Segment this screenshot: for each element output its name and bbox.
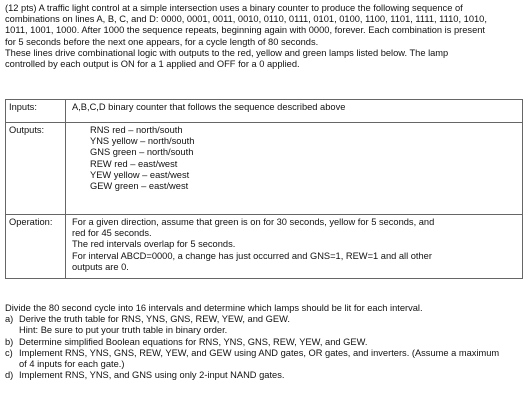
task-list	[5, 303, 527, 381]
task-heading: Divide the 80 second cycle into 16 intervals and determine which lamps should be lit for each interval.	[5, 303, 423, 313]
specification-table	[5, 99, 523, 279]
task-text	[19, 314, 290, 336]
outputs-list	[66, 123, 523, 215]
task-line: Implement RNS, YNS, and GNS using only 2-input NAND gates.	[19, 370, 285, 381]
operation-line: The red intervals overlap for 5 seconds.	[72, 239, 236, 250]
operation-label: Operation:	[6, 215, 66, 279]
output-item: GNS green – north/south	[90, 147, 194, 158]
task-text	[19, 370, 284, 381]
operation-row	[6, 215, 523, 279]
outputs-row	[6, 123, 523, 215]
operation-line: For a given direction, assume that green is on for 30 seconds, yellow for 5 seconds, and	[72, 217, 435, 227]
task-text	[19, 348, 499, 370]
output-item: YNS yellow – north/south	[90, 136, 195, 147]
task-item	[5, 314, 527, 336]
operation-description	[66, 215, 523, 279]
outputs-label: Outputs:	[6, 123, 66, 215]
output-item: REW red – east/west	[90, 158, 178, 169]
task-letter: d)	[5, 370, 14, 381]
task-letter: b)	[5, 336, 14, 347]
task-item	[5, 348, 527, 370]
problem-page	[5, 3, 527, 381]
task-text	[19, 337, 367, 348]
intro-line: These lines drive combinational logic with outputs to the red, yellow and green lamps listed below. The lamp	[5, 47, 449, 58]
task-line: Determine simplified Boolean equations for RNS, YNS, GNS, REW, YEW, and GEW.	[19, 336, 368, 347]
task-letter: a)	[5, 314, 14, 325]
intro-line: controlled by each output is ON for a 1 applied and OFF for a 0 applied.	[5, 59, 300, 70]
inputs-description: A,B,C,D binary counter that follows the sequence described above	[66, 100, 523, 123]
task-line: Hint: Be sure to put your truth table in binary order.	[19, 325, 228, 336]
problem-description	[5, 3, 527, 70]
task-line: Implement RNS, YNS, GNS, REW, YEW, and GEW using AND gates, OR gates, and inverters. (Assume a maximum	[19, 347, 500, 358]
task-letter: c)	[5, 347, 13, 358]
operation-line: For interval ABCD=0000, a change has just occurred and GNS=1, REW=1 and all other	[72, 250, 432, 261]
task-line: Derive the truth table for RNS, YNS, GNS, REW, YEW, and GEW.	[19, 314, 290, 325]
operation-line: outputs are 0.	[72, 261, 129, 272]
output-item: RNS red – north/south	[90, 125, 183, 135]
intro-line: for 5 seconds before the next one appears, for a cycle length of 80 seconds.	[5, 36, 319, 47]
output-item: YEW yellow – east/west	[90, 169, 190, 180]
operation-line: red for 45 seconds.	[72, 228, 152, 239]
task-item	[5, 370, 527, 381]
inputs-row	[6, 100, 523, 123]
task-line: of 4 inputs for each gate.)	[19, 359, 125, 370]
inputs-label: Inputs:	[6, 100, 66, 123]
intro-line: (12 pts) A traffic light control at a simple intersection uses a binary counter to produce the following sequence of	[5, 3, 463, 13]
intro-line: 1011, 1001, 1000. After 1000 the sequence repeats, beginning again with 0000, forever. Each combination is present	[5, 25, 485, 36]
task-item	[5, 337, 527, 348]
output-item: GEW green – east/west	[90, 181, 189, 192]
intro-line: combinations on lines A, B, C, and D: 0000, 0001, 0011, 0010, 0110, 0111, 0101, 0100, 1100, 1101, 1111, 1110, 1010,	[5, 14, 487, 25]
